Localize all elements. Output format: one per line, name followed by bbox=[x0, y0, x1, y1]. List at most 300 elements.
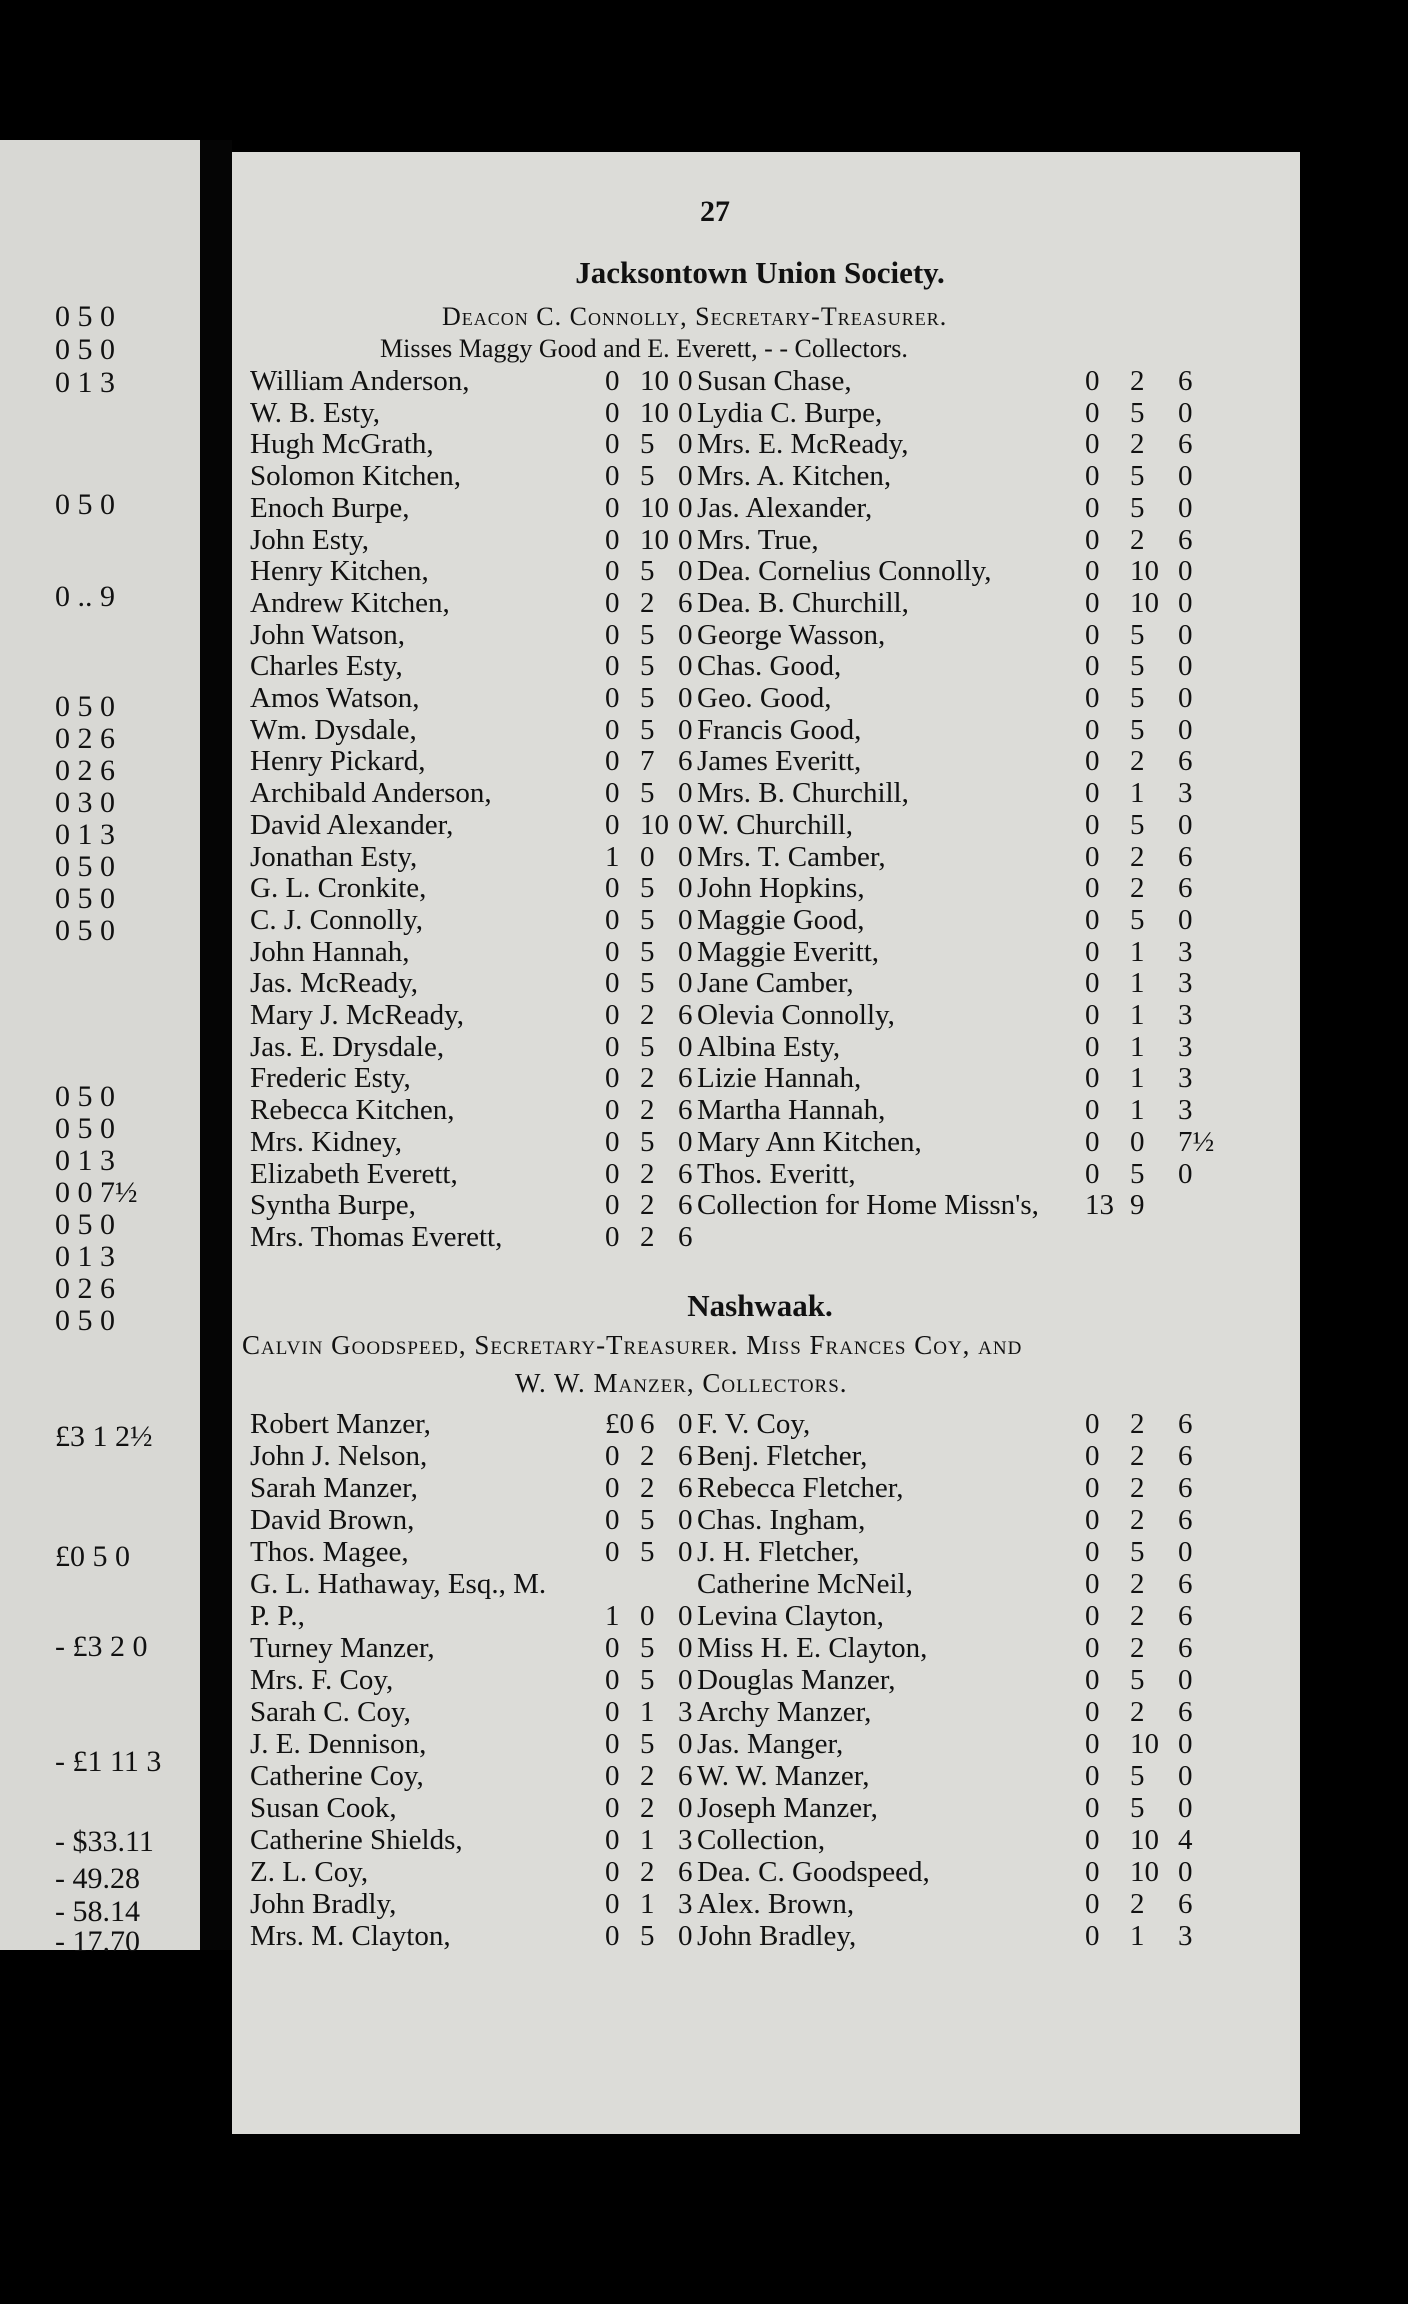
donor-name: Mrs. Thomas Everett, bbox=[250, 1220, 503, 1253]
amount-pounds: 0 bbox=[1085, 808, 1100, 841]
donor-name: Wm. Dysdale, bbox=[250, 713, 417, 746]
amount-shillings: 10 bbox=[1130, 1728, 1159, 1760]
amount-pence: 0 bbox=[678, 1030, 693, 1063]
amount-pounds: 0 bbox=[605, 1189, 620, 1222]
amount-pence: 0 bbox=[1178, 1760, 1193, 1792]
amount-pounds: 0 bbox=[1085, 840, 1100, 873]
table-row bbox=[0, 1158, 1408, 1190]
donor-name: Mrs. B. Churchill, bbox=[697, 777, 909, 810]
table-row bbox=[0, 1792, 1408, 1824]
amount-pounds: 0 bbox=[1085, 1632, 1100, 1664]
amount-pounds: 0 bbox=[605, 999, 620, 1031]
amount-pence: 3 bbox=[1178, 967, 1193, 1000]
donor-name: Alex. Brown, bbox=[697, 1888, 855, 1920]
left-amount: 0 5 0 bbox=[55, 1080, 115, 1113]
table-row bbox=[0, 809, 1408, 841]
amount-pence: 0 bbox=[1178, 650, 1193, 683]
donor-name: Jane Camber, bbox=[697, 967, 854, 1000]
amount-shillings: 2 bbox=[1130, 428, 1145, 461]
donor-name: James Everitt, bbox=[697, 745, 862, 778]
donor-name: F. V. Coy, bbox=[697, 1408, 811, 1440]
amount-pounds: 0 bbox=[605, 618, 620, 651]
amount-pounds: 0 bbox=[605, 396, 620, 429]
donor-name: J. E. Dennison, bbox=[250, 1728, 427, 1760]
donor-name: Mrs. E. McReady, bbox=[697, 428, 909, 461]
table-row bbox=[0, 714, 1408, 746]
amount-shillings: 10 bbox=[640, 523, 669, 556]
left-amount: 0 5 0 bbox=[55, 1208, 115, 1241]
amount-shillings: 5 bbox=[640, 618, 655, 651]
left-amount: 0 5 0 bbox=[55, 882, 115, 915]
donor-name: Rebecca Fletcher, bbox=[697, 1472, 904, 1504]
amount-pence: 0 bbox=[1178, 460, 1193, 493]
donor-name: Jas. McReady, bbox=[250, 967, 419, 1000]
amount-pounds: 0 bbox=[605, 365, 620, 397]
table-row bbox=[0, 587, 1408, 619]
amount-pence: 0 bbox=[678, 713, 693, 746]
amount-pounds: 0 bbox=[1085, 365, 1100, 397]
amount-pounds: 0 bbox=[1085, 1472, 1100, 1504]
amount-shillings: 10 bbox=[1130, 1824, 1159, 1856]
amount-pence: 0 bbox=[678, 967, 693, 1000]
donor-name: Thos. Magee, bbox=[250, 1536, 409, 1568]
amount-pence: 6 bbox=[1178, 840, 1193, 873]
donor-name: Benj. Fletcher, bbox=[697, 1440, 868, 1472]
amount-pence: 6 bbox=[1178, 1472, 1193, 1504]
left-amount: 0 3 0 bbox=[55, 786, 115, 819]
amount-pence: 6 bbox=[1178, 1600, 1193, 1632]
amount-shillings: 2 bbox=[640, 1440, 655, 1472]
amount-pence: 0 bbox=[678, 903, 693, 936]
amount-pence: 3 bbox=[1178, 1030, 1193, 1063]
amount-pence: 6 bbox=[678, 999, 693, 1031]
donor-name: Jonathan Esty, bbox=[250, 840, 418, 873]
amount-pounds: 0 bbox=[605, 1824, 620, 1856]
amount-shillings: 0 bbox=[640, 1600, 655, 1632]
donor-name: Collection, bbox=[697, 1824, 826, 1856]
amount-pounds: 0 bbox=[1085, 1030, 1100, 1063]
amount-pounds: 0 bbox=[605, 555, 620, 588]
donor-name: Archibald Anderson, bbox=[250, 777, 492, 810]
amount-pounds: 0 bbox=[605, 1760, 620, 1792]
table-row bbox=[0, 1888, 1408, 1920]
amount-pence: 0 bbox=[678, 1600, 693, 1632]
amount-pence: 6 bbox=[1178, 523, 1193, 556]
donor-name: Rebecca Kitchen, bbox=[250, 1094, 455, 1127]
amount-shillings: 7 bbox=[640, 745, 655, 778]
table-row bbox=[0, 777, 1408, 809]
table-row bbox=[0, 1189, 1408, 1221]
amount-pence: 3 bbox=[678, 1696, 693, 1728]
amount-pence: 0 bbox=[678, 1408, 693, 1440]
amount-pounds: 0 bbox=[605, 777, 620, 810]
amount-shillings: 1 bbox=[1130, 999, 1145, 1031]
table-row bbox=[0, 619, 1408, 651]
amount-pence: 6 bbox=[1178, 745, 1193, 778]
donor-name: W. Churchill, bbox=[697, 808, 854, 841]
left-amount: 0 1 3 bbox=[55, 1240, 115, 1273]
amount-pounds: 0 bbox=[1085, 872, 1100, 905]
nashwaak-collectors: W. W. Manzer, Collectors. bbox=[515, 1368, 848, 1398]
left-amount: 0 5 0 bbox=[55, 850, 115, 883]
left-amount: 0 5 0 bbox=[55, 488, 115, 521]
table-row bbox=[0, 999, 1408, 1031]
amount-shillings: 10 bbox=[1130, 1856, 1159, 1888]
donor-name: Catherine McNeil, bbox=[697, 1568, 913, 1600]
amount-shillings: 2 bbox=[640, 1220, 655, 1253]
amount-shillings: 10 bbox=[640, 365, 669, 397]
amount-pounds: 0 bbox=[1085, 777, 1100, 810]
amount-pounds: 0 bbox=[605, 1792, 620, 1824]
amount-shillings: 5 bbox=[640, 1030, 655, 1063]
amount-shillings: 2 bbox=[1130, 1504, 1145, 1536]
amount-pounds: 0 bbox=[605, 1440, 620, 1472]
amount-pounds: 0 bbox=[605, 713, 620, 746]
amount-shillings: 10 bbox=[640, 808, 669, 841]
amount-shillings: 2 bbox=[1130, 523, 1145, 556]
table-row bbox=[0, 1504, 1408, 1536]
amount-pounds: 0 bbox=[1085, 555, 1100, 588]
amount-pence: 0 bbox=[678, 650, 693, 683]
donor-name: John Hannah, bbox=[250, 935, 410, 968]
amount-pence: 0 bbox=[1178, 808, 1193, 841]
amount-pounds: 0 bbox=[1085, 1792, 1100, 1824]
table-row bbox=[0, 1856, 1408, 1888]
amount-shillings: 5 bbox=[1130, 1792, 1145, 1824]
donor-name: Douglas Manzer, bbox=[697, 1664, 896, 1696]
donor-name: Olevia Connolly, bbox=[697, 999, 895, 1031]
amount-pence: 0 bbox=[678, 365, 693, 397]
amount-pounds: 0 bbox=[605, 1504, 620, 1536]
table-row bbox=[0, 1221, 1408, 1253]
amount-pounds: 0 bbox=[1085, 1696, 1100, 1728]
table-row bbox=[0, 682, 1408, 714]
donor-name: Andrew Kitchen, bbox=[250, 586, 450, 619]
amount-shillings: 5 bbox=[1130, 491, 1145, 524]
donor-name: Dea. C. Goodspeed, bbox=[697, 1856, 930, 1888]
nashwaak-title: Nashwaak. bbox=[687, 1288, 833, 1323]
left-amount: 0 5 0 bbox=[55, 690, 115, 723]
amount-pounds: 1 bbox=[605, 840, 620, 873]
amount-pence: 3 bbox=[1178, 999, 1193, 1031]
amount-pounds: 0 bbox=[1085, 1408, 1100, 1440]
amount-pounds: 0 bbox=[1085, 523, 1100, 556]
donor-name: Mrs. Kidney, bbox=[250, 1125, 402, 1158]
amount-pence: 3 bbox=[1178, 935, 1193, 968]
left-amount: - 58.14 bbox=[55, 1895, 140, 1928]
amount-shillings: 1 bbox=[1130, 1062, 1145, 1095]
amount-pounds: 0 bbox=[1085, 682, 1100, 714]
table-row bbox=[0, 745, 1408, 777]
amount-shillings: 5 bbox=[1130, 396, 1145, 429]
amount-pounds: 1 bbox=[605, 1600, 620, 1632]
amount-shillings: 2 bbox=[640, 1792, 655, 1824]
amount-shillings: 10 bbox=[640, 396, 669, 429]
amount-pounds: 0 bbox=[605, 1030, 620, 1063]
left-amount: 0 5 0 bbox=[55, 914, 115, 947]
amount-pounds: 0 bbox=[1085, 713, 1100, 746]
amount-shillings: 2 bbox=[640, 1094, 655, 1127]
donor-name: Solomon Kitchen, bbox=[250, 460, 462, 493]
table-row bbox=[0, 1472, 1408, 1504]
amount-shillings: 5 bbox=[640, 1664, 655, 1696]
amount-shillings: 2 bbox=[640, 1157, 655, 1190]
amount-pounds: 0 bbox=[1085, 903, 1100, 936]
amount-pence: 3 bbox=[1178, 1062, 1193, 1095]
table-row bbox=[0, 1126, 1408, 1158]
amount-shillings: 5 bbox=[640, 1536, 655, 1568]
donor-name: Syntha Burpe, bbox=[250, 1189, 416, 1222]
amount-pence: 0 bbox=[678, 1125, 693, 1158]
amount-shillings: 5 bbox=[1130, 1536, 1145, 1568]
donor-name: Jas. E. Drysdale, bbox=[250, 1030, 445, 1063]
amount-pounds: 0 bbox=[1085, 650, 1100, 683]
amount-pounds: 0 bbox=[1085, 1440, 1100, 1472]
amount-shillings: 10 bbox=[640, 491, 669, 524]
amount-pence: 4 bbox=[1178, 1824, 1193, 1856]
table-row bbox=[0, 492, 1408, 524]
amount-shillings: 1 bbox=[640, 1696, 655, 1728]
amount-pounds: 0 bbox=[1085, 1536, 1100, 1568]
amount-pounds: 0 bbox=[1085, 460, 1100, 493]
donor-name: Lydia C. Burpe, bbox=[697, 396, 883, 429]
nashwaak-officer: Calvin Goodspeed, Secretary-Treasurer. Miss Frances Coy, and bbox=[242, 1330, 1023, 1360]
amount-pence: 0 bbox=[678, 1920, 693, 1952]
amount-pence: 0 bbox=[678, 491, 693, 524]
amount-shillings: 2 bbox=[640, 999, 655, 1031]
amount-shillings: 2 bbox=[640, 1062, 655, 1095]
donor-name: Miss H. E. Clayton, bbox=[697, 1632, 928, 1664]
amount-pence: 3 bbox=[1178, 777, 1193, 810]
donor-name: G. L. Hathaway, Esq., M. bbox=[250, 1568, 547, 1600]
table-row bbox=[0, 524, 1408, 556]
table-row bbox=[0, 1094, 1408, 1126]
table-row bbox=[0, 1728, 1408, 1760]
donor-name: David Alexander, bbox=[250, 808, 454, 841]
donor-name: Turney Manzer, bbox=[250, 1632, 435, 1664]
amount-pounds: 0 bbox=[1085, 1094, 1100, 1127]
donor-name: John Bradly, bbox=[250, 1888, 397, 1920]
amount-pence: 0 bbox=[678, 1536, 693, 1568]
amount-pence: 6 bbox=[678, 1220, 693, 1253]
amount-pounds: 0 bbox=[605, 1920, 620, 1952]
donor-name: George Wasson, bbox=[697, 618, 886, 651]
amount-shillings: 2 bbox=[640, 1856, 655, 1888]
amount-shillings: 5 bbox=[640, 967, 655, 1000]
amount-pence: 0 bbox=[678, 1664, 693, 1696]
amount-pounds: 0 bbox=[605, 1728, 620, 1760]
amount-pence: 6 bbox=[678, 745, 693, 778]
amount-pounds: 0 bbox=[605, 1220, 620, 1253]
amount-shillings: 5 bbox=[640, 555, 655, 588]
amount-pence: 0 bbox=[1178, 903, 1193, 936]
donor-name: Z. L. Coy, bbox=[250, 1856, 369, 1888]
amount-shillings: 2 bbox=[640, 1472, 655, 1504]
table-row bbox=[0, 365, 1408, 397]
amount-shillings: 5 bbox=[640, 1920, 655, 1952]
amount-pounds: 0 bbox=[1085, 1856, 1100, 1888]
amount-pounds: 0 bbox=[605, 1472, 620, 1504]
amount-shillings: 5 bbox=[640, 935, 655, 968]
amount-pence: 0 bbox=[678, 618, 693, 651]
donor-name: Jas. Manger, bbox=[697, 1728, 844, 1760]
amount-pence: 0 bbox=[678, 1792, 693, 1824]
amount-shillings: 0 bbox=[640, 840, 655, 873]
donor-name: Sarah C. Coy, bbox=[250, 1696, 411, 1728]
amount-shillings: 2 bbox=[640, 586, 655, 619]
amount-pence: 0 bbox=[678, 1728, 693, 1760]
left-amount: 0 .. 9 bbox=[55, 580, 115, 613]
amount-pounds: 0 bbox=[605, 935, 620, 968]
amount-shillings: 5 bbox=[640, 1125, 655, 1158]
donor-name: Maggie Everitt, bbox=[697, 935, 880, 968]
amount-pence: 6 bbox=[678, 1440, 693, 1472]
amount-shillings: 5 bbox=[1130, 808, 1145, 841]
amount-shillings: 5 bbox=[640, 777, 655, 810]
amount-shillings: 5 bbox=[1130, 618, 1145, 651]
table-row bbox=[0, 1062, 1408, 1094]
table-row bbox=[0, 872, 1408, 904]
amount-shillings: 10 bbox=[1130, 586, 1159, 619]
amount-shillings: 2 bbox=[1130, 1472, 1145, 1504]
donor-name: David Brown, bbox=[250, 1504, 415, 1536]
amount-pounds: 0 bbox=[605, 1696, 620, 1728]
amount-pounds: 0 bbox=[605, 682, 620, 714]
donor-name: Chas. Ingham, bbox=[697, 1504, 866, 1536]
amount-shillings: 5 bbox=[640, 428, 655, 461]
left-amount: - £1 11 3 bbox=[55, 1745, 162, 1778]
amount-pounds: 0 bbox=[1085, 745, 1100, 778]
amount-pounds: 0 bbox=[605, 903, 620, 936]
amount-pence: 0 bbox=[1178, 713, 1193, 746]
amount-pence: 6 bbox=[1178, 1504, 1193, 1536]
table-row bbox=[0, 1664, 1408, 1696]
left-amount: 0 2 6 bbox=[55, 722, 115, 755]
donor-name: Frederic Esty, bbox=[250, 1062, 411, 1095]
donor-name: J. H. Fletcher, bbox=[697, 1536, 860, 1568]
amount-shillings: 2 bbox=[1130, 365, 1145, 397]
donor-name: Robert Manzer, bbox=[250, 1408, 431, 1440]
amount-shillings: 2 bbox=[1130, 872, 1145, 905]
amount-pence: 0 bbox=[1178, 396, 1193, 429]
amount-pounds: 0 bbox=[1085, 1125, 1100, 1158]
amount-shillings: 5 bbox=[1130, 1760, 1145, 1792]
donor-name: Dea. B. Churchill, bbox=[697, 586, 909, 619]
amount-shillings: 2 bbox=[1130, 1600, 1145, 1632]
donor-name: John Watson, bbox=[250, 618, 406, 651]
amount-pounds: 0 bbox=[605, 745, 620, 778]
amount-pounds: 0 bbox=[605, 1125, 620, 1158]
amount-shillings: 2 bbox=[1130, 1888, 1145, 1920]
amount-shillings: 1 bbox=[1130, 1920, 1145, 1952]
amount-shillings: 5 bbox=[1130, 1157, 1145, 1190]
amount-pence: 0 bbox=[678, 808, 693, 841]
amount-shillings: 5 bbox=[640, 460, 655, 493]
table-row bbox=[0, 936, 1408, 968]
amount-shillings: 5 bbox=[1130, 713, 1145, 746]
table-row bbox=[0, 397, 1408, 429]
amount-pounds: 0 bbox=[1085, 1824, 1100, 1856]
amount-pence: 0 bbox=[1178, 1664, 1193, 1696]
donor-name: Francis Good, bbox=[697, 713, 862, 746]
amount-shillings: 2 bbox=[1130, 1696, 1145, 1728]
amount-pounds: 0 bbox=[605, 1157, 620, 1190]
amount-pounds: 13 bbox=[1085, 1189, 1114, 1222]
donor-name: Maggie Good, bbox=[697, 903, 865, 936]
amount-pounds: 0 bbox=[1085, 999, 1100, 1031]
table-row bbox=[0, 1568, 1408, 1600]
donor-name: G. L. Cronkite, bbox=[250, 872, 427, 905]
jacksontown-officer: Deacon C. Connolly, Secretary-Treasurer. bbox=[442, 302, 948, 331]
table-row bbox=[0, 1824, 1408, 1856]
left-amount: 0 0 7½ bbox=[55, 1176, 138, 1209]
donor-name: Joseph Manzer, bbox=[697, 1792, 878, 1824]
donor-name: Dea. Cornelius Connolly, bbox=[697, 555, 992, 588]
donor-name: Lizie Hannah, bbox=[697, 1062, 862, 1095]
amount-pounds: 0 bbox=[1085, 1600, 1100, 1632]
amount-shillings: 9 bbox=[1130, 1189, 1145, 1222]
amount-pence: 0 bbox=[1178, 1856, 1193, 1888]
amount-pence: 6 bbox=[1178, 872, 1193, 905]
donor-name: Mrs. F. Coy, bbox=[250, 1664, 394, 1696]
amount-pounds: 0 bbox=[605, 523, 620, 556]
table-row bbox=[0, 428, 1408, 460]
amount-pounds: 0 bbox=[1085, 1888, 1100, 1920]
amount-pounds: 0 bbox=[605, 1664, 620, 1696]
amount-shillings: 5 bbox=[1130, 460, 1145, 493]
amount-pence: 0 bbox=[678, 1504, 693, 1536]
donor-name: Elizabeth Everett, bbox=[250, 1157, 458, 1190]
donor-name: Jas. Alexander, bbox=[697, 491, 873, 524]
amount-shillings: 2 bbox=[1130, 1568, 1145, 1600]
amount-pounds: 0 bbox=[605, 967, 620, 1000]
amount-pence: 6 bbox=[678, 1062, 693, 1095]
amount-pence: 0 bbox=[678, 682, 693, 714]
amount-pence: 0 bbox=[1178, 618, 1193, 651]
left-amount: - £3 2 0 bbox=[55, 1630, 148, 1663]
jacksontown-collectors: Misses Maggy Good and E. Everett, - - Collectors. bbox=[380, 334, 908, 363]
amount-pounds: 0 bbox=[605, 1536, 620, 1568]
amount-shillings: 2 bbox=[640, 1189, 655, 1222]
amount-pounds: 0 bbox=[605, 808, 620, 841]
donor-name: Collection for Home Missn's, bbox=[697, 1189, 1039, 1222]
amount-pounds: 0 bbox=[1085, 1664, 1100, 1696]
amount-pence: 6 bbox=[1178, 1408, 1193, 1440]
amount-shillings: 2 bbox=[1130, 1632, 1145, 1664]
amount-pence: 0 bbox=[1178, 1157, 1193, 1190]
left-amount: 0 5 0 bbox=[55, 333, 115, 366]
amount-shillings: 2 bbox=[1130, 840, 1145, 873]
amount-pounds: 0 bbox=[1085, 1157, 1100, 1190]
amount-pounds: £0 bbox=[605, 1408, 634, 1440]
amount-shillings: 5 bbox=[640, 872, 655, 905]
amount-pence: 0 bbox=[1178, 682, 1193, 714]
amount-shillings: 2 bbox=[640, 1760, 655, 1792]
amount-pence: 6 bbox=[1178, 365, 1193, 397]
amount-shillings: 5 bbox=[640, 1504, 655, 1536]
amount-pence: 6 bbox=[1178, 428, 1193, 461]
donor-name: Amos Watson, bbox=[250, 682, 420, 714]
amount-pence: 0 bbox=[1178, 586, 1193, 619]
donor-name: W. W. Manzer, bbox=[697, 1760, 870, 1792]
amount-shillings: 1 bbox=[1130, 777, 1145, 810]
donor-name: C. J. Connolly, bbox=[250, 903, 423, 936]
amount-shillings: 5 bbox=[1130, 903, 1145, 936]
jacksontown-title: Jacksontown Union Society. bbox=[575, 255, 945, 290]
amount-pounds: 0 bbox=[1085, 1760, 1100, 1792]
left-amount: 0 5 0 bbox=[55, 1304, 115, 1337]
amount-pence: 0 bbox=[678, 872, 693, 905]
